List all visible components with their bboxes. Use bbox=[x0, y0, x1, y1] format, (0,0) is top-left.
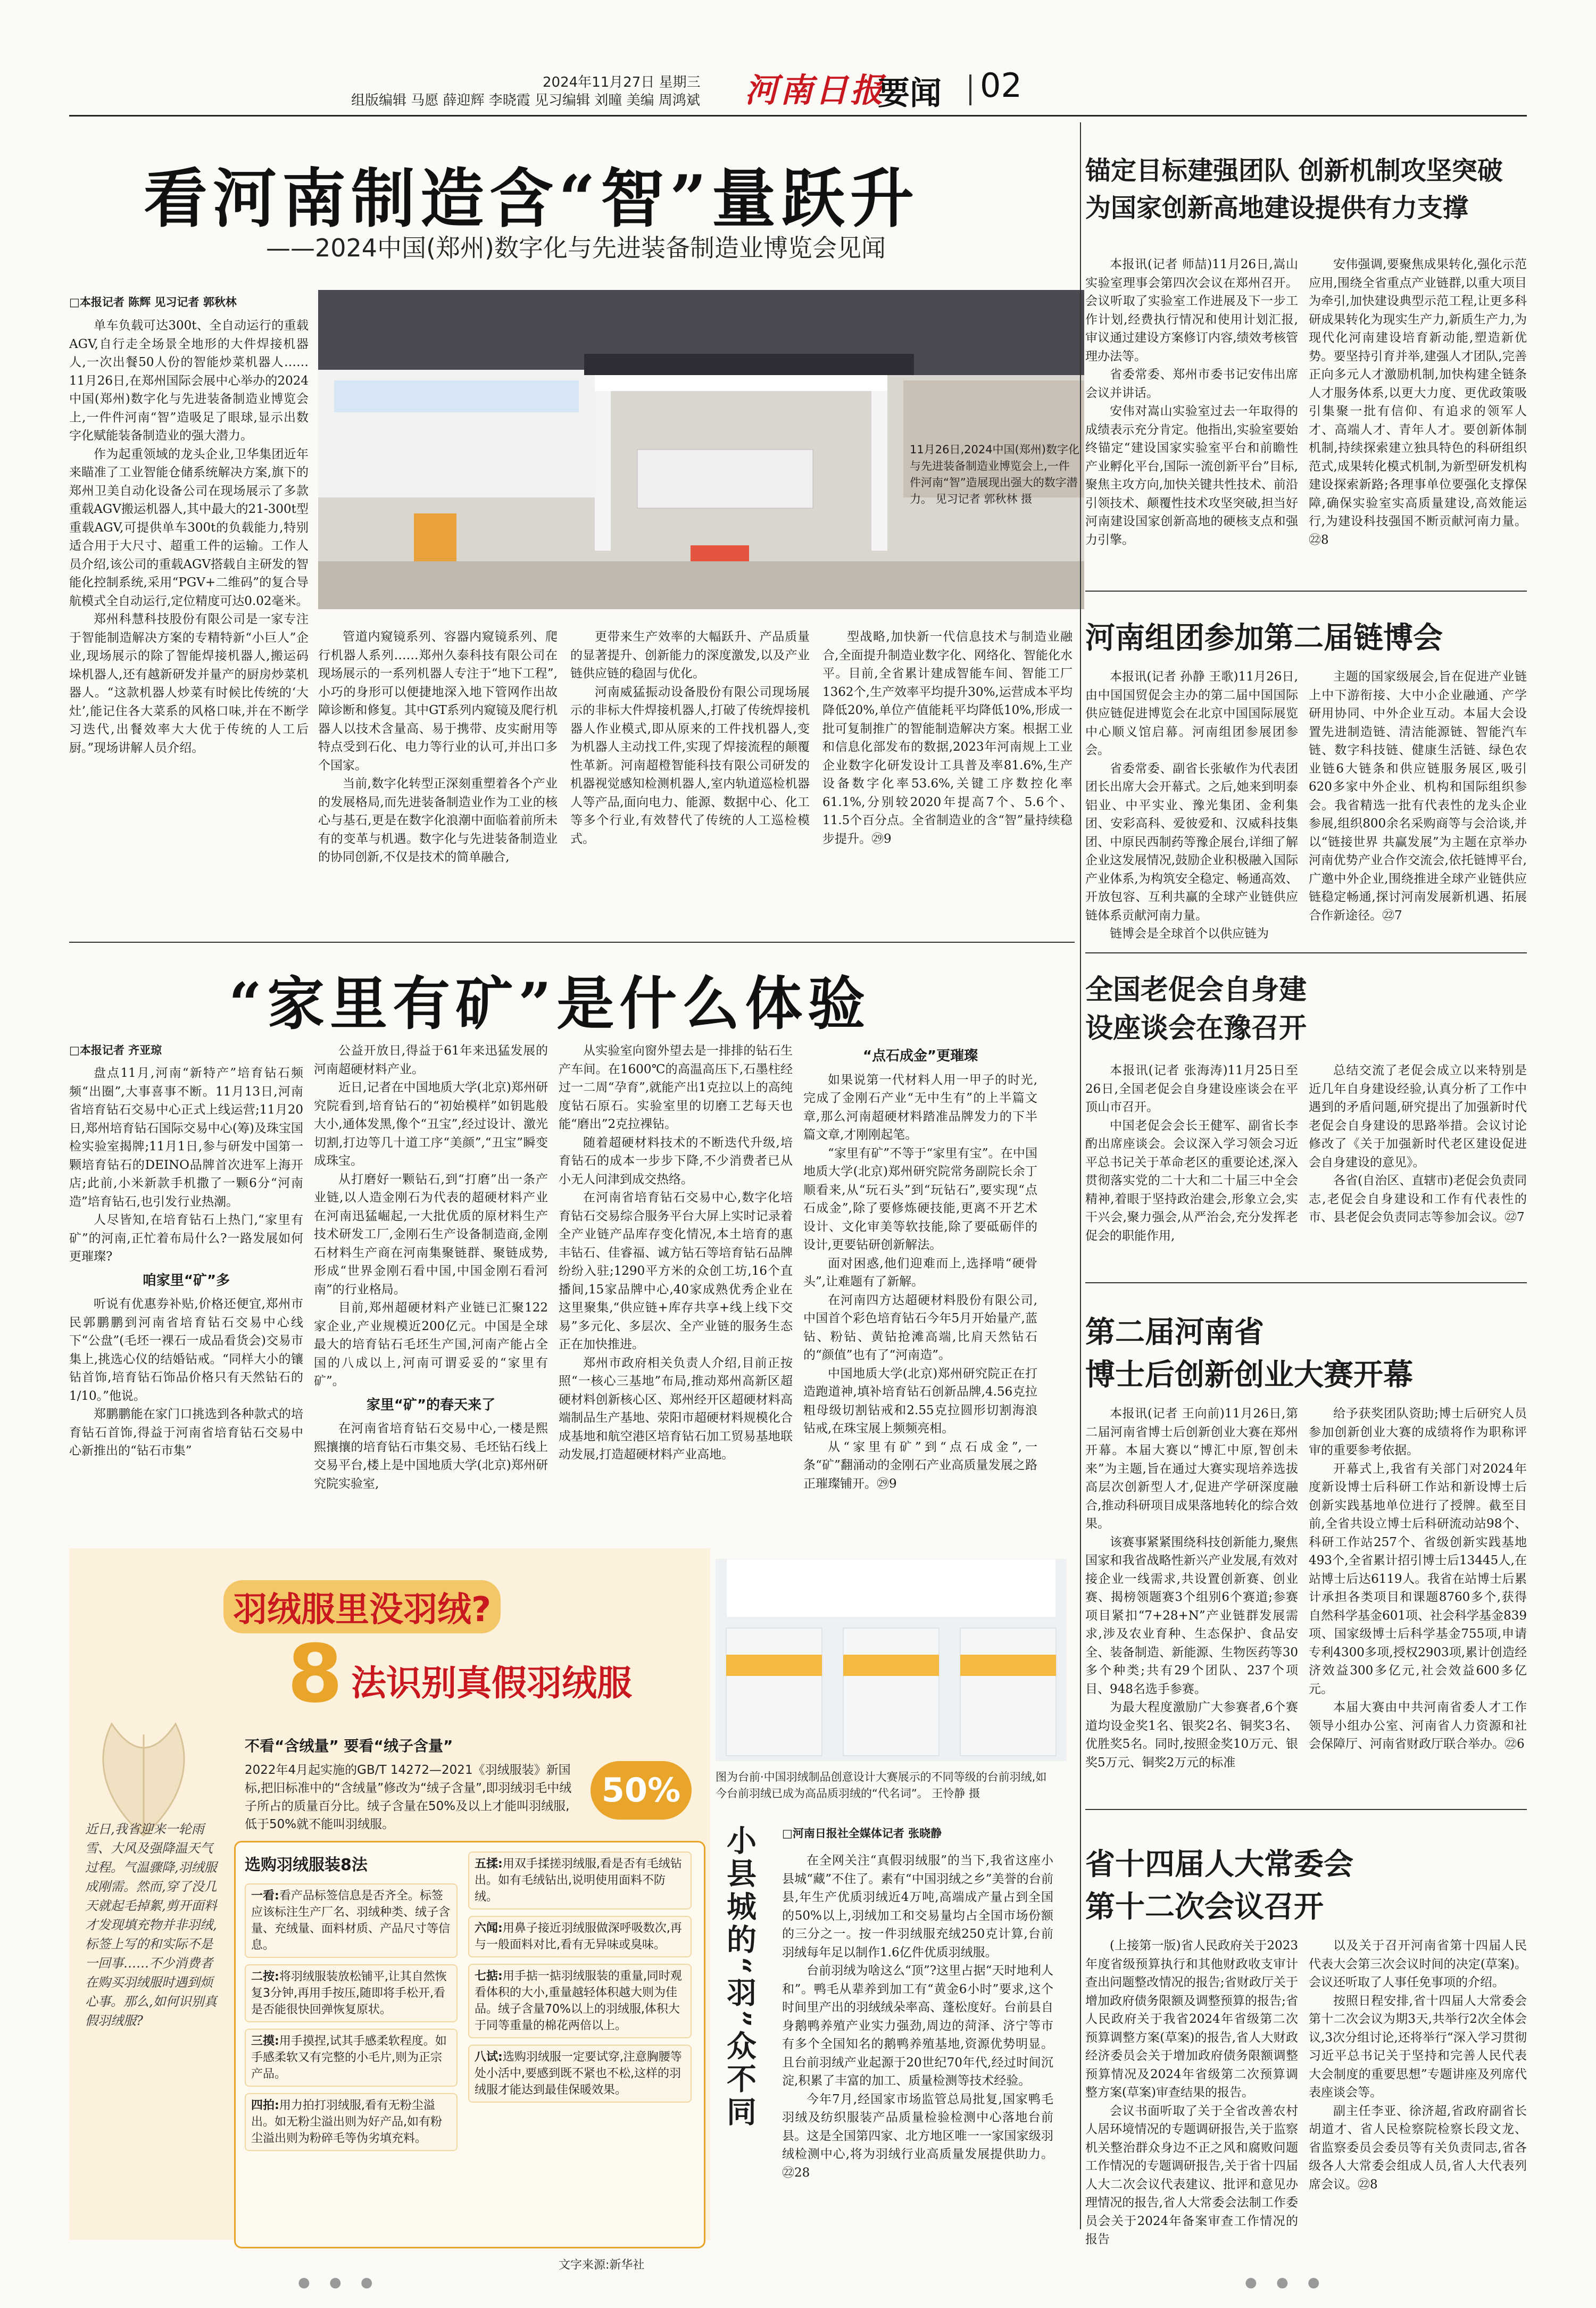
art1-photo-caption: 11月26日,2024中国(郑州)数字化与先进装备制造业博览会上,一件件河南“智”造展现出强大的数字潜力。 见习记者 郭秋林 摄 bbox=[910, 443, 1079, 505]
art3-tips-left bbox=[245, 1883, 458, 2235]
art3-pct-badge: 50% bbox=[591, 1761, 692, 1820]
tip-4: 四拍:用力拍打羽绒服,看有无粉尘溢出。如无粉尘溢出则为好产品,如有粉尘溢出则为粉碎毛等伪劣填充料。 bbox=[245, 2093, 458, 2151]
right-divider bbox=[1080, 122, 1081, 2229]
header-section: 要闻 bbox=[878, 75, 942, 112]
header-logo: 河南日报 bbox=[745, 71, 886, 110]
tip-1: 一看:看产品标签信息是否齐全。标签应该标注生产厂名、羽绒种类、绒子含量、充绒量、面料材质、产品尺寸等信息。 bbox=[245, 1883, 458, 1958]
right1-rule bbox=[1085, 591, 1527, 592]
tip-6: 六闻:用鼻子接近羽绒服做深呼吸数次,再与一般面料对比,看有无异味或臭味。 bbox=[468, 1916, 692, 1957]
right1-colB: 安伟强调,要聚焦成果转化,强化示范应用,围绕全省重点产业链群,以重大项目为牵引,加快建设典型示范工程,让更多科研成果转化为现实生产力,新质生产力,为现代化河南建设培育新动能,塑造新优势。要坚持引育并举,建强人才团队,完善正向多元人才激励机制,加快构建全链条人才服务体系,以更大力度、更优政策吸引集聚一批有信仰、有追求的领军人才、高端人才、青年人才。要创新体制机制,持续探索建立独具特色的科研组织范式,成果转化模式机制,为新型研发机构建设探索新路;各理事单位要强化支撑保障,确保实验室实高质量建设,高效能运行,为建设科技强国不断贡献河南力量。㉒8 bbox=[1309, 258, 1527, 547]
footer-dots-right: ● ● ● bbox=[1245, 2274, 1327, 2290]
art2-subhead-a: 咱家里“矿”多 bbox=[142, 1272, 230, 1289]
art2-col2: 公益开放日,得益于61年来迅猛发展的河南超硬材料产业。 近日,记者在中国地质大学(北京)郑州研究院看到,培育钻石的“初始模样”如钥匙般大小,通体发黑,像个“丑宝”,经过设计、激光切割,打边等几十道工序“美颜”,“丑宝”瞬变成珠宝。 从打磨好一颗钻石,到“打磨”出一条产业链,以人造金刚石为代表的超硬材料产业在河南迅猛崛起,一大批优质的原材料生产技术研发工厂,金刚石生产设备制造商,金刚石材料生产商在河南集聚链群、聚链成势,形成“世界金刚石看中国,中国金刚石看河南”的行业格局。 目前,郑州超硬材料产业链已汇聚122家企业,产业规模近200亿元。中国是全球最大的培育钻石毛坯生产国,河南产能占全国的八成以上,河南可谓妥妥的“家里有矿”。 家里“矿”的春天来了 在河南省培育钻石交易中心,一楼是熙熙攘攘的培育钻石市集交易、毛坯钻石线上交易平台,楼上是中国地质大学(北京)郑州研究院实验室, bbox=[314, 1044, 548, 1491]
right5-colA: (上接第一版)省人民政府关于2023年度省级预算执行和其他财政收支审计查出问题整改情况的报告;省财政厅关于增加政府债务限额及调整预算的报告;省人民政府关于我省2024年省级第二次预算调整方案(草案)的报告,省人大财政经济委员会关于增加政府债务限额调整预算情况及2024年省级第二次预算调整方案(草案)审查结果的报告。 会议书面听取了关于全省改善农村人居环境情况的专题调研报告,关于监察机关整治群众身边不正之风和腐败问题工作情况的专题调研报告,关于省十四届人大二次会议代表建议、批评和意见办理情况的报告,省人大常委会法制工作委员会关于2024年备案审查工作情况的报告 bbox=[1085, 1939, 1298, 2245]
right1-title-1: 锚定目标建强团队 创新机制攻坚突破 bbox=[1085, 156, 1503, 186]
tip-7: 七掂:用手掂一掂羽绒服装的重量,同时观看体积的大小,重量越轻体积越大则为佳品。绒子含量70%以上的羽绒服,体积大于同等重量的棉花两倍以上。 bbox=[468, 1964, 692, 2038]
art1-col4: 型战略,加快新一代信息技术与制造业融合,全面提升制造业数字化、网络化、智能化水平。目前,全省累计建成智能车间、智能工厂1362个,生产效率平均提升30%,运营成本平均降低20%,单位产值能耗平均降低10%,形成一批可复制推广的智能制造解决方案。根据工业和信息化部发布的数据,2023年河南规上工业企业数字化研发设计工具普及率81.6%,生产设备数字化率53.6%,关键工序数控化率61.1%,分别较2020年提高7个、5.6个、11.5个百分点。全省制造业的含“智”量持续稳步提升。㉙9 bbox=[822, 630, 1073, 846]
art1-col2: 管道内窥镜系列、容器内窥镜系列、爬行机器人系列……郑州久泰科技有限公司在现场展示的一系列机器人专注于“地下工程”,小巧的身形可以便捷地深入地下管网作出故障诊断和修复。其中GT系列内窥镜及爬行机器人以技术含量高、易于携带、皮实耐用等特点受到石化、电力等行业的认可,并出口多个国家。 当前,数字化转型正深刻重塑着各个产业的发展格局,而先进装备制造业作为工业的核心与基石,更是在数字化浪潮中面临着前所未有的变革与机遇。数字化与先进装备制造业的协同创新,不仅是技术的简单融合, bbox=[318, 630, 558, 864]
right1-colA: 本报讯(记者 师喆)11月26日,嵩山实验室理事会第四次会议在郑州召开。会议听取了实验室工作进展及下一步工作计划,经费执行情况和使用计划汇报,审议通过建设方案修订内容,绩效考核管理办法等。 省委常委、郑州市委书记安伟出席会议并讲话。 安伟对嵩山实验室过去一年取得的成绩表示充分肯定。他指出,实验室要始终锚定“建设国家实验室平台和前瞻性产业孵化平台,国际一流创新平台”目标,聚焦主攻方向,加快关键共性技术、前沿引领技术、颠覆性技术攻坚突破,担当好河南建设国家创新高地的硬核支点和强力引擎。 bbox=[1085, 258, 1298, 547]
tip-8: 八试:选购羽绒服一定要试穿,注意胸腰等处小活中,要感到既不紧也不松,这样的羽绒服才能达到最佳保暖效果。 bbox=[468, 2045, 692, 2103]
art2-subhead-b: 家里“矿”的春天来了 bbox=[366, 1397, 496, 1413]
right5-colB: 以及关于召开河南省第十四届人民代表大会第三次会议时间的决定(草案)。会议还听取了人事任免事项的介绍。 按照日程安排,省十四届人大常委会第十二次会议为期3天,共举行2次全体会议,3次分组讨论,还将举行“深入学习贯彻习近平总书记关于坚持和完善人民代表大会制度的重要思想”专题讲座及列席代表座谈会等。 副主任李亚、徐济超,省政府副省长胡道才、省人民检察院检察长段文龙、省监察委员会委员等有关负责同志,省各级各人大常委会组成人员,省人大代表列席会议。㉒8 bbox=[1309, 1939, 1527, 2191]
header-rule bbox=[69, 115, 1527, 117]
art3-title-2: 法识别真假羽绒服 bbox=[351, 1663, 632, 1704]
right2-colB: 主题的国家级展会,旨在促进产业链上中下游衔接、大中小企业融通、产学研用协同、中外企业互动。本届大会设置先进制造链、清洁能源链、智能汽车链、数字科技链、健康生活链、绿色农业链6大链条和供应链服务展区,吸引620多家中外企业、机构和国际组织参会。我省精选一批有代表性的龙头企业参展,组织800余名采购商等与会洽谈,并以“链接世界 共赢发展”为主题在京举办河南优势产业合作交流会,依托链博平台,广邀中外企业,围绕推进全球产业链供应链稳定畅通,探讨河南发展新机遇、拓展合作新途径。㉒7 bbox=[1309, 670, 1527, 923]
down-samples-image bbox=[716, 1559, 1067, 1761]
art3-box-title: 选购羽绒服装8法 bbox=[245, 1856, 368, 1874]
right5-title-2: 第十二次会议召开 bbox=[1085, 1889, 1324, 1924]
art2-col1: 盘点11月,河南“新特产”培育钻石频频“出圈”,大事喜事不断。11月13日,河南省培育钻石交易中心正式上线运营;11月20日,郑州培育钻石国际交易中心(筹)及珠宝国检实验室揭牌;11月1日,参与研发中国第一颗培育钻石的DEINO品牌首次进军上海开店;此前,小米新款手机撒了一颗6分“河南造”培育钻石,也引发行业热潮。 人尽皆知,在培育钻石上热门,“家里有矿”的河南,正忙着布局什么?一路发展如何更璀璨? 咱家里“矿”多 听说有优惠券补贴,价格还便宜,郑州市民郭鹏鹏到河南省培育钻石交易中心线下“公盘”(毛坯一裸石一成品看货会)交易市集上,挑选心仪的结婚钻戒。“同样大小的镶钻首饰,培育钻石饰品价格只有天然钻石的1/10。”他说。 郑鹏鹏能在家门口挑选到各种款式的培育钻石首饰,得益于河南省培育钻石交易中心新推出的“钻石市集” bbox=[69, 1066, 303, 1458]
right4-title-1: 第二届河南省 bbox=[1085, 1315, 1264, 1350]
right4-colB: 给予获奖团队资助;博士后研究人员参加创新创业大赛的成绩将作为职称评审的重要参考依据。 开幕式上,我省有关部门对2024年度新设博士后科研工作站和新设博士后创新实践基地单位进行了授牌。截至目前,全省共设立博士后科研流动站98个、科研工作站257个、省级创新实践基地493个,全省累计招引博士后13445人,在站博士后达6119人。我省在站博士后累计承担各类项目和课题8760多个,获得自然科学基金601项、社会科学基金839项、国家级博士后科学基金755项,申请专利4300多项,授权2903项,累计创造经济效益300多亿元,社会效益600多亿元。 本届大赛由中共河南省委人才工作领导小组办公室、河南省人力资源和社会保障厅、河南省财政厅联合举办。㉒6 bbox=[1309, 1407, 1527, 1751]
footer-dots-left: ● ● ● bbox=[298, 2274, 380, 2290]
header-page: 02 bbox=[980, 66, 1022, 105]
right4-colA: 本报讯(记者 王向前)11月26日,第二届河南省博士后创新创业大赛在郑州开幕。本届大赛以“博汇中原,智创未来”为主题,旨在通过大赛实现培养选拔高层次创新型人才,促进产学研深度融合,推动科研项目成果落地转化的综合效果。 该赛事紧紧围绕科技创新能力,聚焦国家和我省战略性新兴产业发展,有效对接企业一线需求,共设置创新赛、创业赛、揭榜领题赛3个组别6个赛道;参赛项目紧扣“7+28+N”产业链群发展需求,涉及农业育种、生态保护、食品安全、装备制造、新能源、生物医药等30多个种类;共有29个团队、237个项目、948名选手参赛。 为最大程度激励广大参赛者,6个赛道均设金奖1名、银奖2名、铜奖3名、优胜奖5名。同时,按照金奖10万元、银奖5万元、铜奖2万元的标准 bbox=[1085, 1407, 1298, 1770]
tip-2: 二按:将羽绒服装放松铺平,让其自然恢复3分钟,再用手按压,随即将手松开,看是否能很快回弹恢复原状。 bbox=[245, 1964, 458, 2022]
art1-col3: 更带来生产效率的大幅跃升、产品质量的显著提升、创新能力的深度激发,以及产业链供应链的稳固与优化。 河南威猛振动设备股份有限公司现场展示的非标大件焊接机器人,打破了传统焊接机器人作业模式,即从原来的工件找机器人,变为机器人主动找工件,实现了焊接流程的颠覆性革新。河南超橙智能科技有限公司研发的机器视觉感知检测机器人,室内轨道巡检机器人等产品,面向电力、能源、数据中心、化工等多个行业,有效替代了传统的人工巡检模式。 bbox=[570, 630, 810, 846]
art3-standard-head: 不看“含绒量” 要看“绒子含量” bbox=[245, 1737, 453, 1755]
right2-colA: 本报讯(记者 孙静 王歌)11月26日,由中国国贸促会主办的第二届中国国际供应链促进博览会在北京中国国际展览中心顺义馆启幕。河南组团参展团参会。 省委常委、副省长张敏作为代表团团长出席大会开幕式。之后,她来到明泰铝业、中平实业、豫光集团、金利集团、安彩高科、爱彼爱和、汉威科技集团、中原民西制药等豫企展台,详细了解企业这发展情况,鼓励企业积极融入国际产业体系,为构筑安全稳定、畅通高效、开放包容、互利共赢的全球产业链供应链体系贡献河南力量。 链博会是全球首个以供应链为 bbox=[1085, 670, 1298, 939]
right2-rule bbox=[1085, 952, 1527, 953]
right4-title-2: 博士后创新创业大赛开幕 bbox=[1085, 1357, 1413, 1392]
art4-text: 在全网关注“真假羽绒服”的当下,我省这座小县城“藏”不住了。素有“中国羽绒之乡”美誉的台前县,年生产优质羽绒近4万吨,高端成产量占到全国的50%以上,羽绒加工和交易量均占全国市场份额的三分之一。按一件羽绒服充绒250克计算,台前羽绒每年足以制作1.6亿件优质羽绒服。 台前羽绒为啥这么“顶”?这里占据“天时地利人和”。鸭毛从辈养到加工有“黄金6小时”要求,这个时间里产出的羽绒绒朵率高、蓬松度好。台前县自身鹅鸭养殖产业实力强劲,周边的菏泽、济宁等市有多个全国知名的鹅鸭养殖基地,资源优势明显。且台前羽绒产业起源于20世纪70年代,经过时间沉淀,积累了丰富的加工、质量检测等技术经验。 今年7月,经国家市场监管总局批复,国家鸭毛羽绒及纺织服装产品质量检验检测中心落地台前县。这是全国第四家、北方地区唯一一家国家级羽绒检测中心,将为羽绒行业高质量发展提供助力。㉒28 bbox=[782, 1854, 1053, 2180]
art3-source: 文字来源:新华社 bbox=[559, 2259, 645, 2272]
art3-tips-right bbox=[468, 1852, 692, 2235]
right3-title: 全国老促会自身建设座谈会在豫召开 bbox=[1085, 974, 1307, 1044]
art3-standard-text: 2022年4月起实施的GB/T 14272—2021《羽绒服装》新国标,把旧标准中的“含绒量”修改为“绒子含量”,即羽绒羽毛中绒子所占的质量百分比。绒子含量在50%及以上才能叫羽绒服,低于50%就不能叫羽绒服。 bbox=[245, 1763, 572, 1831]
art4-byline: □河南日报社全媒体记者 张晓静 bbox=[782, 1827, 942, 1840]
tip-5: 五揉:用双手揉搓羽绒服,看是否有毛绒钻出。如有毛绒钻出,说明使用面料不防绒。 bbox=[468, 1852, 692, 1910]
header-date: 2024年11月27日 星期三 bbox=[543, 74, 701, 90]
art4-photo-caption: 图为台前·中国羽绒制品创意设计大赛展示的不同等级的台前羽绒,如今台前羽绒已成为高品质羽绒的“代名词”。 王怜静 摄 bbox=[716, 1771, 1047, 1800]
art2-col4: “点石成金”更璀璨 如果说第一代材料人用一甲子的时光,完成了金刚石产业“无中生有”的上半篇文章,那么河南超硬材料踏准品牌发力的下半篇文章,才刚刚起笔。 “家里有矿”不等于“家里有宝”。在中国地质大学(北京)郑州研究院常务副院长余丁顺看来,从“玩石头”到“玩钻石”,要实现“点石成金”,除了要修炼硬技能,更离不开艺术设计、文化审美等软技能,除了要砥砺伴的设计,更要钻研创新解法。 面对困惑,他们迎难而上,选择啃“硬骨头”,让难题有了新解。 在河南四方达超硬材料股份有限公司,中国首个彩色培育钻石今年5月开始量产,蓝钻、粉钻、黄钻抢滩高端,比肩天然钻石的“颜值”也有了“河南造”。 中国地质大学(北京)郑州研究院正在打造跑道神,填补培育钻石创新品牌,4.56克拉粗母级切割钻戒和2.55克拉圆形切割海浪钻戒,在珠宝展上频频亮相。 从“家里有矿”到“点石成金”,一条“矿”翻涌动的金刚石产业高质量发展之路正璀璨铺开。㉙9 bbox=[803, 1048, 1037, 1491]
tip-3: 三摸:用手摸捏,试其手感柔软程度。如手感柔软又有完整的小毛片,则为正宗产品。 bbox=[245, 2029, 458, 2087]
art2-subhead-c: “点石成金”更璀璨 bbox=[862, 1048, 978, 1064]
right4-rule bbox=[1085, 1809, 1527, 1810]
right3-colB: 总结交流了老促会成立以来特别是近几年自身建设经验,认真分析了工作中遇到的矛盾问题,研究提出了加强新时代老促会自身建设的思路举措。会议讨论修改了《关于加强新时代老区建设促进会自身建设的意见》。 各省(自治区、直辖市)老促会负责同志,老促会自身建设和工作有代表性的市、县老促会负责同志等参加会议。㉒7 bbox=[1309, 1064, 1527, 1224]
art2-byline: □本报记者 齐亚琼 bbox=[69, 1044, 162, 1057]
right1-title-2: 为国家创新高地建设提供有力支撑 bbox=[1085, 193, 1469, 223]
art2-title: “家里有矿”是什么体验 bbox=[229, 970, 871, 1037]
art3-number: 8 bbox=[287, 1628, 343, 1721]
art1-bottom-rule bbox=[69, 942, 1075, 943]
right2-title: 河南组团参加第二届链博会 bbox=[1085, 620, 1443, 655]
right3-rule bbox=[1085, 1282, 1527, 1283]
art1-byline: □本报记者 陈辉 见习记者 郭秋林 bbox=[69, 296, 237, 309]
header-divider bbox=[969, 74, 971, 105]
header-editors: 组版编辑 马愿 薛迎辉 李晓霞 见习编辑 刘曈 美编 周鸿斌 bbox=[351, 93, 700, 109]
right3-colA: 本报讯(记者 张海涛)11月25日至26日,全国老促会自身建设座谈会在平顶山市召开。 中国老促会会长王健军、副省长李酌出席座谈会。会议深入学习领会习近平总书记关于革命老区的重要论述,深入贯彻落实党的二十大和二十届三中全会精神,着眼于坚持政治建会,形象立会,实干兴会,聚力强会,从严治会,充分发挥老促会的职能作用, bbox=[1085, 1064, 1298, 1243]
right5-title-1: 省十四届人大常委会 bbox=[1085, 1847, 1353, 1882]
art4-vertical-title: 小县城的“羽”众不同 bbox=[722, 1825, 757, 2130]
art1-title: 看河南制造含“智”量跃升 bbox=[144, 161, 920, 236]
art2-col3: 从实验室向窗外望去是一排排的钻石生产车间。在1600℃的高温高压下,石墨柱经过一二周“孕育”,就能产出1克拉以上的高纯度钻石原石。实验室里的切磨工艺每天也能“磨出”2克拉裸钻。 随着超硬材料技术的不断迭代升级,培育钻石的成本一步步下降,不少消费者已从小无人问津到成交热络。 在河南省培育钻石交易中心,数字化培育钻石交易综合服务平台大屏上实时记录着全产业链产品库存变化情况,本土培育的惠丰钻石、佳睿福、诚方钻石等培育钻石品牌纷纷入驻;1290平方米的众创工坊,16个直播间,15家品牌中心,40家成熟优秀企业在这里聚集,“供应链+库存共享+线上线下交易”多元化、多层次、全产业链的服务生态正在加快推进。 郑州市政府相关负责人介绍,目前正按照“一核心三基地”布局,推动郑州高新区超硬材料创新核心区、郑州经开区超硬材料高端制品生产基地、荥阳市超硬材料规模化合成基地和航空港区培育钻石加工贸易基地联动发展,打造超硬材料产业高地。 bbox=[559, 1044, 793, 1462]
art3-side-note: 近日,我省迎来一轮雨雪、大风及强降温天气过程。气温骤降,羽绒服成刚需。然而,穿了没几天就起毛掉絮,剪开面料才发现填充物并非羽绒,标签上写的和实际不是一回事……不少消费者在购买羽绒服时遇到烦心事。那么,如何识别真假羽绒服? bbox=[85, 1822, 217, 2028]
art4-photo bbox=[716, 1559, 1067, 1761]
art3-title-1: 羽绒服里没羽绒? bbox=[223, 1580, 501, 1633]
art1-col1: 单车负载可达300t、全自动运行的重载AGV,自行走全场景全地形的大件焊接机器人,一次出餐50人份的智能炒菜机器人……11月26日,在郑州国际会展中心举办的2024中国(郑州)数字化与先进装备制造业博览会上,一件件河南“智”造吸足了眼球,显示出数字化赋能装备制造业的强大潜力。 作为起重领域的龙头企业,卫华集团近年来瞄准了工业智能仓储系统解决方案,旗下的郑州卫美自动化设备公司在现场展示了多款重载AGV搬运机器人,其中最大的21-300t型重载AGV,可提供单车300t的负载能力,特别适合用于大尺寸、超重工件的运输。工作人员介绍,该公司的重载AGV搭载自主研发的智能化控制系统,采用“PGV+二维码”的复合导航模式全自动运行,定位精度可达0.02毫米。 郑州科慧科技股份有限公司是一家专注于智能制造解决方案的专精特新“小巨人”企业,现场展示的除了智能焊接机器人,搬运码垛机器人,还有越新研发并量产的厨房炒菜机器人。“这款机器人炒菜有时候比传统的‘大灶’,能记住各大菜系的风格口味,并在不断学习迭代,出餐效率大大优于传统的人工后厨。”现场讲解人员介绍。 bbox=[69, 319, 309, 755]
art1-subtitle: ——2024中国(郑州)数字化与先进装备制造业博览会见闻 bbox=[266, 234, 886, 262]
